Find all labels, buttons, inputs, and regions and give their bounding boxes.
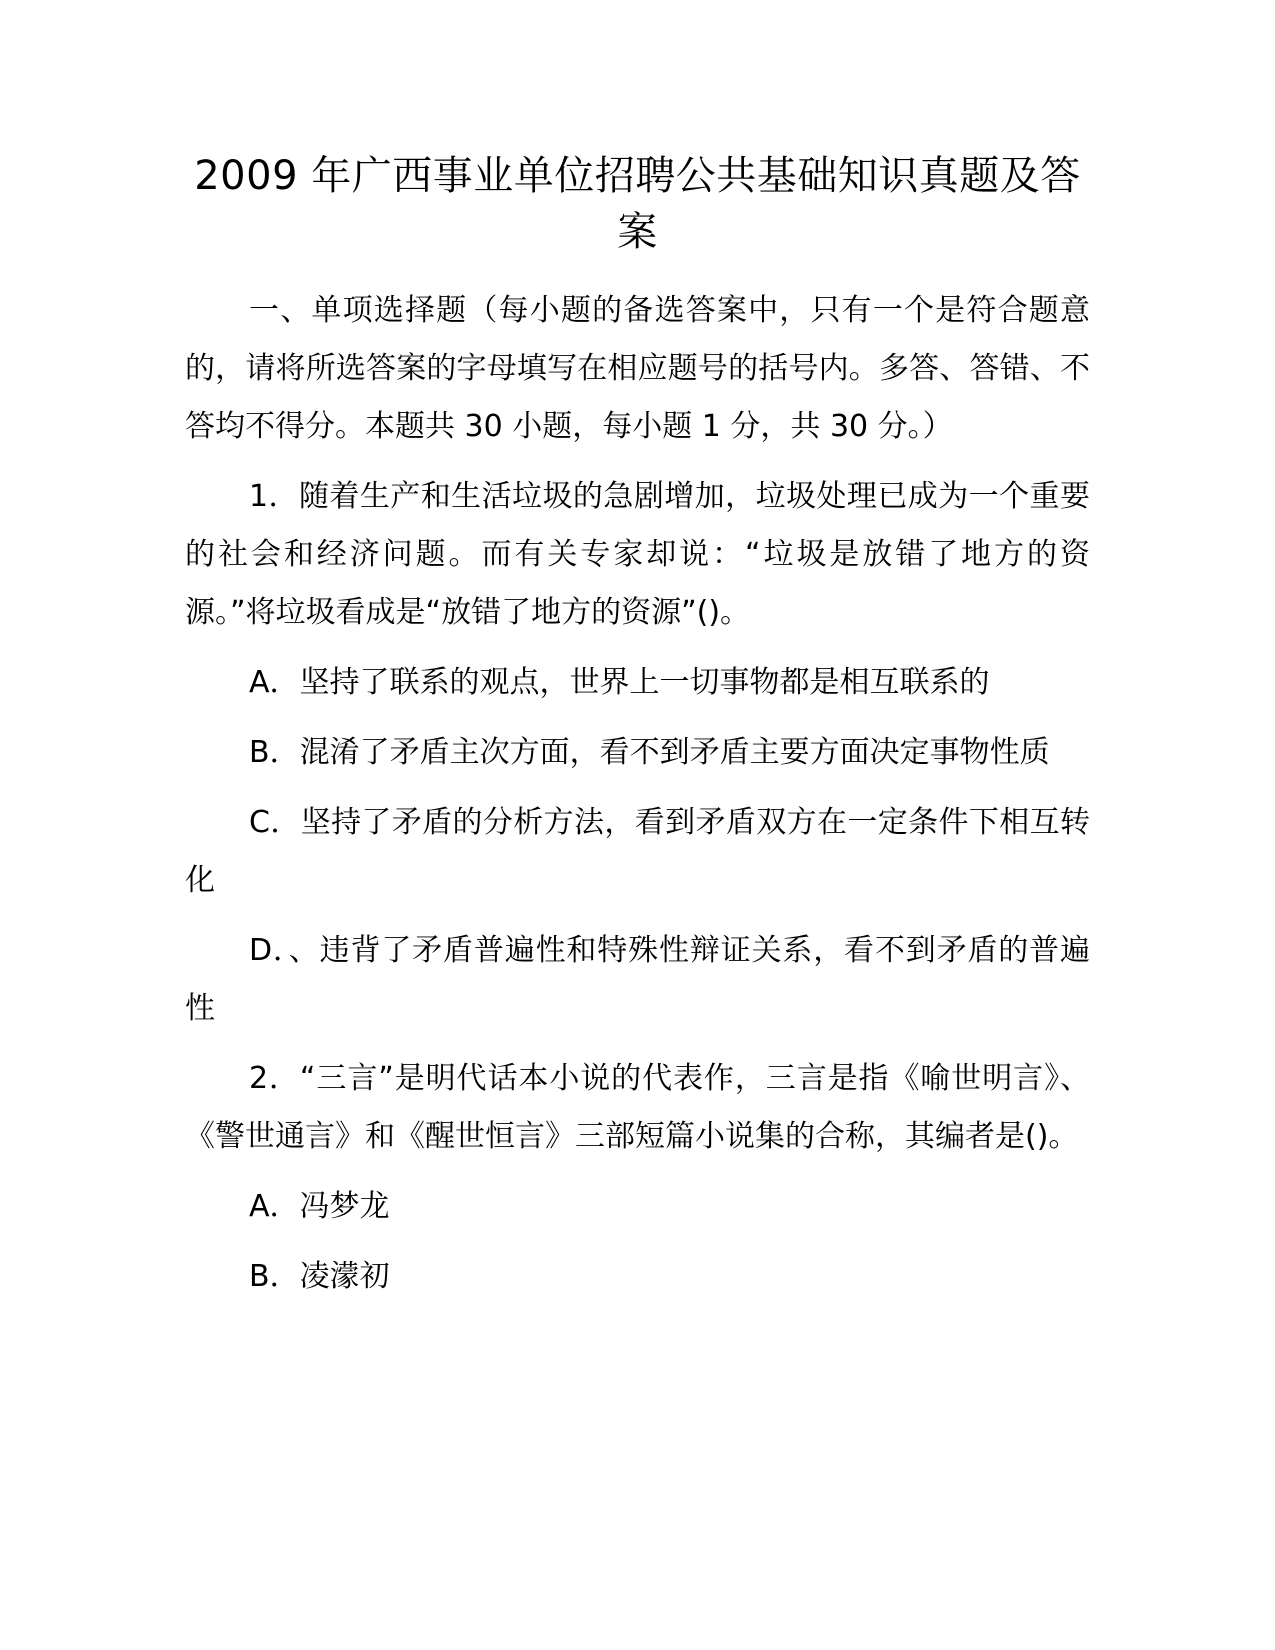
question-2-option-b: B．凌濛初 bbox=[249, 1259, 390, 1294]
document-page bbox=[185, 148, 1090, 1306]
question-2: 2．“三言”是明代话本小说的代表作，三言是指《喻世明言》、《警世通言》和《醒世恒言》三部短篇小说集的合称，其编者是()。 bbox=[185, 1061, 1090, 1154]
question-1: 1．随着生产和生活垃圾的急剧增加，垃圾处理已成为一个重要的社会和经济问题。而有关专家却说：“垃圾是放错了地方的资源。”将垃圾看成是“放错了地方的资源”()。 bbox=[185, 479, 1090, 630]
question-2-option-a: A．冯梦龙 bbox=[249, 1189, 390, 1224]
question-1-option-d: D．、违背了矛盾普遍性和特殊性辩证关系，看不到矛盾的普遍性 bbox=[185, 933, 1090, 1026]
question-1-option-a: A．坚持了联系的观点，世界上一切事物都是相互联系的 bbox=[249, 665, 990, 700]
document-title: 2009 年广西事业单位招聘公共基础知识真题及答案 bbox=[194, 153, 1081, 255]
section-instructions: 一、单项选择题（每小题的备选答案中，只有一个是符合题意的，请将所选答案的字母填写在相应题号的括号内。多答、答错、不答均不得分。本题共 30 小题，每小题 1 分，共 30 分。） bbox=[185, 293, 1090, 444]
question-1-option-b: B．混淆了矛盾主次方面，看不到矛盾主要方面决定事物性质 bbox=[249, 735, 1050, 770]
question-1-option-c: C．坚持了矛盾的分析方法，看到矛盾双方在一定条件下相互转化 bbox=[185, 805, 1090, 898]
